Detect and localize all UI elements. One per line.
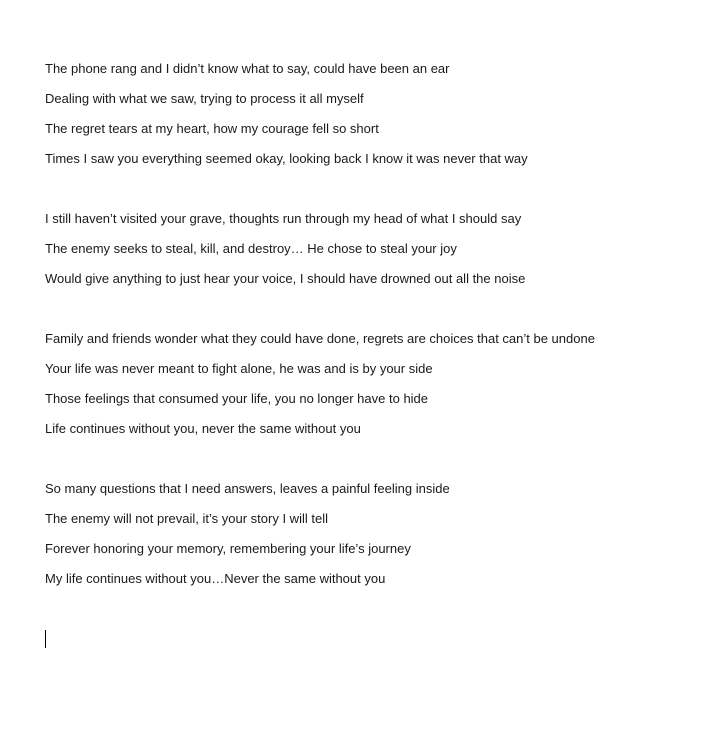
poem-line: Family and friends wonder what they could have done, regrets are choices that can’t be undone [45,331,595,346]
stanza-break [45,299,705,329]
poem-line: Forever honoring your memory, remembering your life’s journey [45,541,411,556]
poem-line: The regret tears at my heart, how my courage fell so short [45,121,379,136]
poem-line: Times I saw you everything seemed okay, looking back I know it was never that way [45,151,528,166]
poem-line: Those feelings that consumed your life, you no longer have to hide [45,391,429,406]
poem-line: Dealing with what we saw, trying to process it all myself [45,91,364,106]
poem-line: The enemy will not prevail, it’s your story I will tell [45,511,328,526]
poem-line: I still haven’t visited your grave, thoughts run through my head of what I should say [45,211,522,226]
poem-line: Would give anything to just hear your voice, I should have drowned out all the noise [45,271,526,286]
poem-line: The enemy seeks to steal, kill, and destroy… He chose to steal your joy [45,241,457,256]
poem-line: The phone rang and I didn’t know what to say, could have been an ear [45,61,450,76]
poem-body[interactable] [45,59,705,599]
text-cursor [45,630,46,648]
poem-line: So many questions that I need answers, leaves a painful feeling inside [45,481,450,496]
stanza-break [45,449,705,479]
poem-line: Your life was never meant to fight alone, he was and is by your side [45,361,433,376]
poem-line: My life continues without you…Never the same without you [45,571,386,586]
poem-line: Life continues without you, never the same without you [45,421,361,436]
stanza-break [45,179,705,209]
